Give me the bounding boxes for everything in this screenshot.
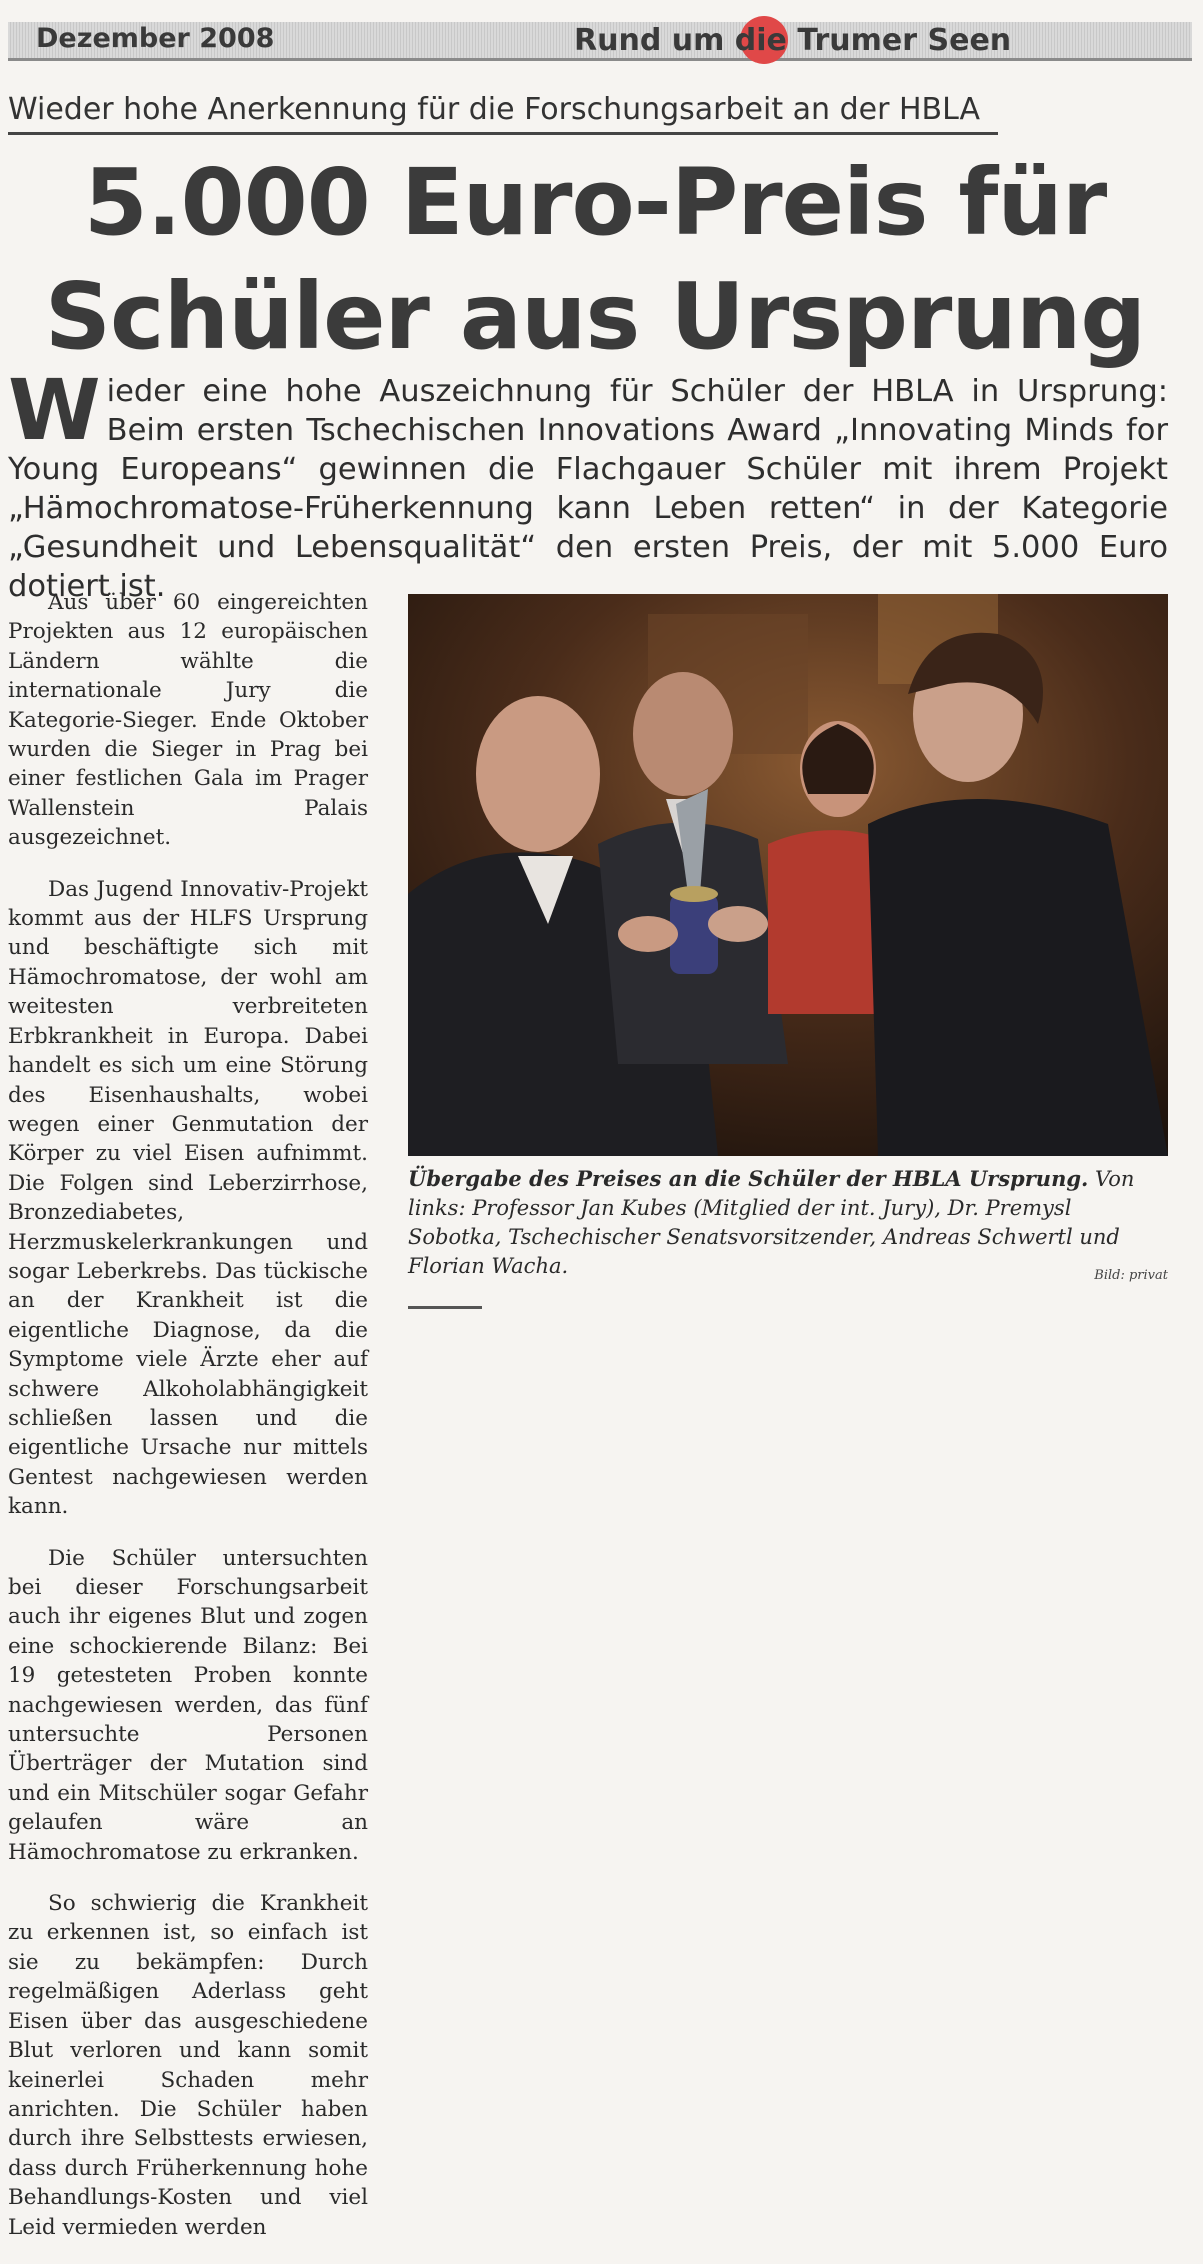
body-paragraph: So schwierig die Krankheit zu erkennen ist, so einfach ist sie zu bekämpfen: Durch regelmäßigen Aderlass geht Eisen über das ausgeschiedene Blut verloren und kann somit keinerlei Schaden mehr anrichten. Die Schüler haben durch ihre Selbsttests erwiesen, dass durch Früherkennung hohe Behandlungs-Kosten und viel Leid vermieden werden [8,1891,368,2240]
article-body [8,588,368,2264]
page-header-bar [8,22,1192,61]
lead-dropcap: W [8,361,101,459]
article-lead [8,361,1168,606]
section-title-wrap [574,22,1011,58]
caption-end-rule [408,1306,482,1309]
article-kicker: Wieder hohe Anerkennung für die Forschungsarbeit an der HBLA [8,92,981,127]
photo-caption-bold: Übergabe des Preises an die Schüler der HBLA Ursprung. [408,1166,1089,1191]
photo-caption-text: Von links: Professor Jan Kubes (Mitglied der int. Jury), Dr. Premysl Sobotka, Tschechischer Senatsvorsitzender, Andreas Schwertl und Florian Wacha. [408,1167,1135,1278]
award-photo [408,594,1168,1156]
body-paragraph: Das Jugend Innovativ-Projekt kommt aus der HLFS Ursprung und beschäftigte sich mit Hämochromatose, der wohl am weitesten verbreiteten Erbkrankheit in Europa. Dabei handelt es sich um eine Störung des Eisenhaushalts, wobei wegen einer Genmutation der Körper zu viel Eisen aufnimmt. Die Folgen sind Leberzirrhose, Bronzediabetes, Herzmuskelerkrankungen und sogar Leberkrebs. Das tückische an der Krankheit ist die eigentliche Diagnose, da die Symptome viele Ärzte eher auf schwere Alkoholabhängigkeit schließen lassen und die eigentliche Ursache nur mittels Gentest nachgewiesen werden kann. [8,876,368,1520]
body-paragraph: Aus über 60 eingereichten Projekten aus 12 europäischen Ländern wählte die internationale Jury die Kategorie-Sieger. Ende Oktober wurden die Sieger in Prag bei einer festlichen Gala im Prager Wallenstein Palais ausgezeichnet. [8,590,368,851]
award-photo-illustration [408,594,1168,1156]
photo-caption [408,1164,1168,1281]
article-headline [0,146,1190,374]
body-paragraph: Die Schüler untersuchten bei dieser Forschungsarbeit auch ihr eigenes Blut und zogen eine schockierende Bilanz: Bei 19 getesteten Proben konnte nachgewiesen werden, das fünf untersuchte Personen Überträger der Mutation sind und ein Mitschüler sogar Gefahr gelaufen wäre an Hämochromatose zu erkranken. [8,1545,368,1865]
headline-line-2: Schüler aus Ursprung [44,263,1146,370]
lead-text: ieder eine hohe Auszeichnung für Schüler der HBLA in Ursprung: Beim ersten Tschechischen Innovations Award „Innovating Minds for Young Europeans“ gewinnen die Flachgauer Schüler mit ihrem Projekt „Hämochromatose-Früherkennung kann Leben retten“ in der Kategorie „Gesundheit und Lebensqualität“ den ersten Preis, der mit 5.000 Euro dotiert ist. [8,374,1168,604]
kicker-underline [8,132,998,135]
issue-date: Dezember 2008 [36,23,275,54]
headline-line-1: 5.000 Euro-Preis für [83,149,1107,256]
section-title: Rund um die Trumer Seen [574,23,1012,58]
photo-credit: Bild: privat [1094,1268,1168,1283]
